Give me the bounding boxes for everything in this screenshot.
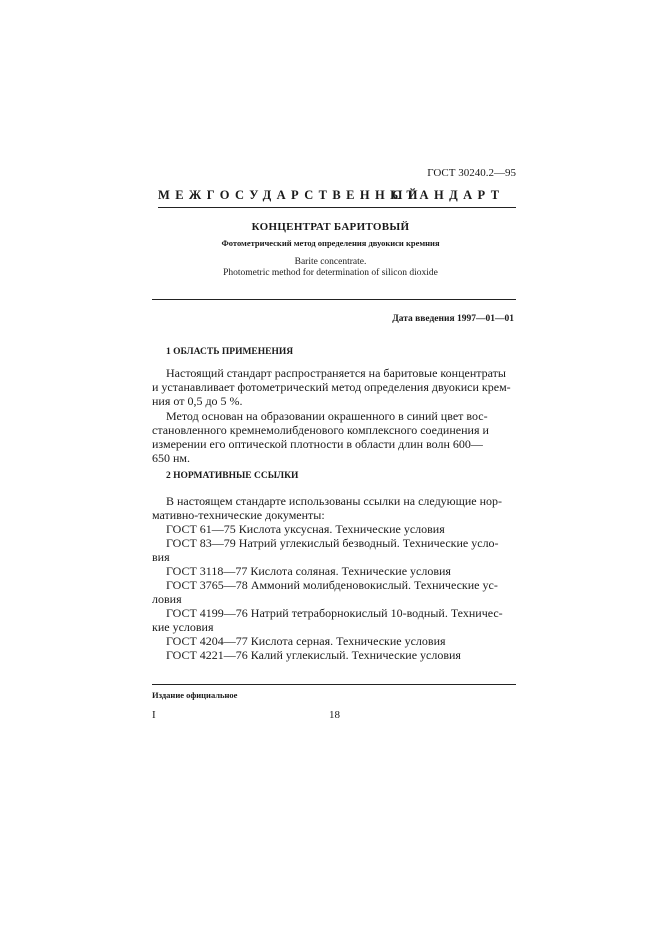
section2-intro-line2: мативно-технические документы: xyxy=(152,508,325,522)
page-mark: I xyxy=(152,709,156,721)
footer-rule xyxy=(152,684,516,685)
section1-p2-line2: становленного кремнемолибденового комплексного соединения и xyxy=(152,423,489,437)
reference-item-continued: кие условия xyxy=(152,620,214,634)
section1-p1-line3: ния от 0,5 до 5 %. xyxy=(152,394,243,408)
edition-note: Издание официальное xyxy=(152,690,238,700)
header-rule xyxy=(158,207,516,208)
reference-item: ГОСТ 4204—77 Кислота серная. Технические условия xyxy=(166,634,446,648)
subtitle-russian: Фотометрический метод определения двуокиси кремния xyxy=(221,238,440,248)
page-number: 18 xyxy=(329,709,340,721)
introduction-date: Дата введения 1997—01—01 xyxy=(392,314,514,324)
title-english-line1: Barite concentrate. xyxy=(294,257,367,267)
section2-intro-line1: В настоящем стандарте использованы ссылки на следующие нор- xyxy=(166,494,503,508)
section1-p2-line4: 650 нм. xyxy=(152,451,191,465)
title-english xyxy=(0,257,661,279)
reference-item: ГОСТ 4199—76 Натрий тетраборнокислый 10-водный. Техничес- xyxy=(166,606,503,620)
reference-item-continued: вия xyxy=(152,550,170,564)
reference-item: ГОСТ 83—79 Натрий углекислый безводный. Технические усло- xyxy=(166,536,499,550)
reference-item: ГОСТ 3765—78 Аммоний молибденовокислый. Технические ус- xyxy=(166,578,498,592)
banner-word-standard: СТАНДАРТ xyxy=(392,188,505,202)
banner-word-interstate: МЕЖГОСУДАРСТВЕННЫЙ xyxy=(158,188,423,202)
title-russian: КОНЦЕНТРАТ БАРИТОВЫЙ xyxy=(251,221,410,233)
reference-item: ГОСТ 4221—76 Калий углекислый. Технические условия xyxy=(166,648,461,662)
title-rule xyxy=(152,299,516,300)
standard-banner xyxy=(158,188,514,203)
section1-p2-line3: измерении его оптической плотности в области длин волн 600— xyxy=(152,437,483,451)
section1-p1-line1: Настоящий стандарт распространяется на баритовые концентраты xyxy=(166,366,506,380)
section1-p1-line2: и устанавливает фотометрический метод определения двуокиси крем- xyxy=(152,380,511,394)
section1-heading: 1 ОБЛАСТЬ ПРИМЕНЕНИЯ xyxy=(166,347,294,357)
section2-heading: 2 НОРМАТИВНЫЕ ССЫЛКИ xyxy=(166,471,299,481)
section1-p2-line1: Метод основан на образовании окрашенного в синий цвет вос- xyxy=(166,409,488,423)
title-english-line2: Photometric method for determination of silicon dioxide xyxy=(223,268,438,278)
document-code: ГОСТ 30240.2—95 xyxy=(427,167,516,179)
reference-item: ГОСТ 3118—77 Кислота соляная. Технические условия xyxy=(166,564,451,578)
reference-item: ГОСТ 61—75 Кислота уксусная. Технические условия xyxy=(166,522,445,536)
reference-item-continued: ловия xyxy=(152,592,182,606)
